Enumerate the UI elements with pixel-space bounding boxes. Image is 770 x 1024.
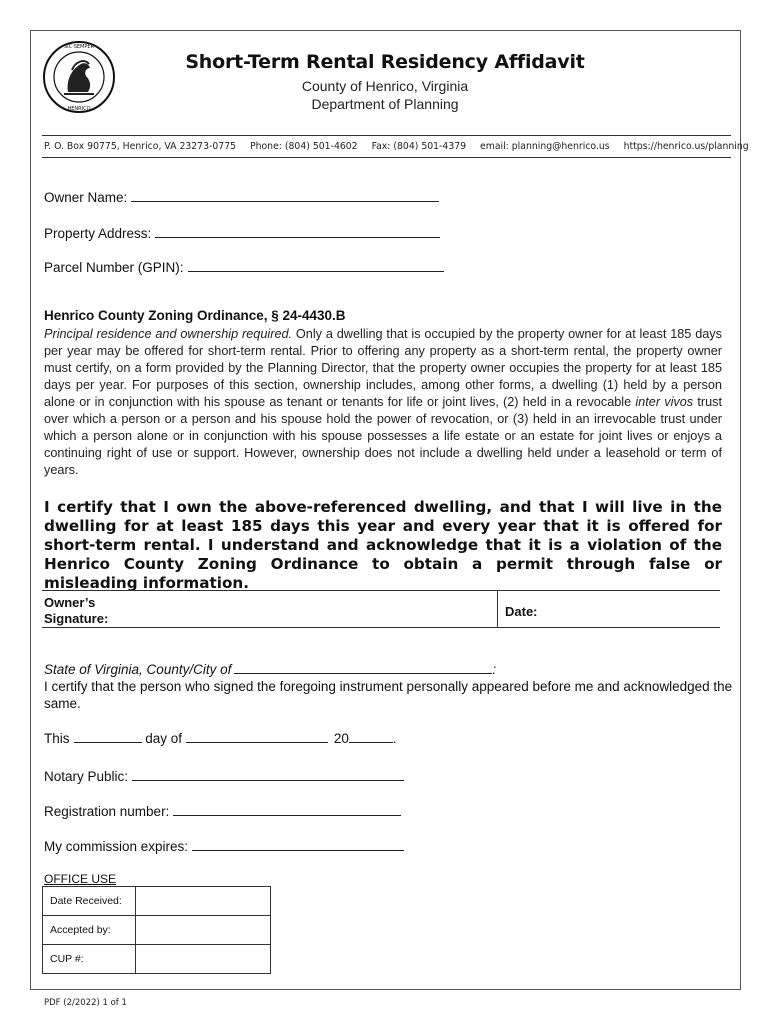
accepted-by-cell[interactable]: [136, 916, 271, 945]
ordinance-title: Henrico County Zoning Ordinance, § 24-4430.B: [44, 308, 346, 323]
table-row: [43, 887, 271, 916]
svg-text:HENRICO: HENRICO: [67, 106, 91, 112]
notary-state-line: [44, 661, 496, 677]
owner-name-input[interactable]: [131, 189, 439, 202]
contact-website[interactable]: https://henrico.us/planning: [623, 141, 749, 152]
notary-state-colon: :: [492, 662, 497, 677]
date-received-label: Date Received:: [43, 887, 136, 916]
ordinance-italic-lead: Principal residence and ownership required.: [44, 327, 293, 341]
contact-address: P. O. Box 90775, Henrico, VA 23273-0775: [44, 141, 237, 152]
office-use-table: [42, 886, 271, 974]
registration-number-label: Registration number:: [44, 804, 170, 819]
office-use-title: OFFICE USE: [44, 872, 117, 886]
commission-expires-field: [44, 838, 404, 854]
owner-signature-label-line1: Owner’s: [44, 595, 96, 610]
ordinance-text-part1: Only a dwelling that is occupied by the property owner for at least 185 days per year may be offered for short-term rental. Prior to offering any property as a short-term rental, the property owner must certify, on a form provided by the Planning Director, that the property owner occupies the property for at least 185 days per year. For purposes of this section, ownership includes, among other forms, a dwelling (1) held by a person alone or in conjunction with his spouse as tenant or tenants for life or joint lives, (2) held in a revocable: [44, 327, 722, 409]
date-received-cell[interactable]: [136, 887, 271, 916]
registration-number-input[interactable]: [173, 803, 401, 816]
year-input[interactable]: [349, 730, 393, 743]
county-seal-icon: [42, 40, 116, 114]
table-row: [43, 945, 271, 974]
notary-state-label: State of Virginia, County/City of: [44, 662, 232, 677]
department-name: Department of Planning: [311, 96, 459, 112]
owner-signature-label: [44, 595, 108, 627]
day-of-label: day of: [145, 731, 183, 746]
signature-box: [42, 590, 720, 628]
parcel-number-label: Parcel Number (GPIN):: [44, 260, 184, 275]
notary-public-label: Notary Public:: [44, 769, 129, 784]
parcel-number-input[interactable]: [188, 259, 444, 272]
ordinance-text-part2: trust over which a person or a person and his spouse hold the power of revocation, or (3) held in an irrevocable trust under which a person alone or in conjunction with his spouse possesses a life estate or an estate for joint lives or enjoys a continuing right of use or support. However, ownership does not include a dwelling held under a leasehold or term of years.: [44, 395, 722, 477]
certification-statement: I certify that I own the above-referenced dwelling, and that I will live in the dwelling for at least 185 days this year and every year that it is offered for short-term rental. I understand and acknowledge that it is a violation of the Henrico County Zoning Ordinance to obtain a permit through false or misleading information.: [44, 498, 722, 592]
commission-expires-input[interactable]: [192, 838, 404, 851]
owner-name-label: Owner Name:: [44, 190, 128, 205]
contact-fax: Fax: (804) 501-4379: [371, 141, 467, 152]
owner-signature-label-line2: Signature:: [44, 611, 109, 626]
form-title: Short-Term Rental Residency Affidavit: [185, 51, 585, 73]
contact-email[interactable]: email: planning@henrico.us: [480, 141, 610, 152]
contact-bar: [44, 141, 749, 152]
county-name: County of Henrico, Virginia: [301, 78, 469, 94]
property-address-input[interactable]: [155, 225, 440, 238]
year-prefix: 20: [333, 731, 349, 746]
registration-number-field: [44, 803, 401, 819]
county-city-input[interactable]: [234, 661, 492, 674]
notary-certification-text: I certify that the person who signed the foregoing instrument personally appeared before me and acknowledged the same.: [44, 679, 733, 711]
contact-phone: Phone: (804) 501-4602: [250, 141, 358, 152]
ordinance-text: [44, 326, 722, 479]
this-label: This: [44, 731, 70, 746]
ordinance-italic-mid: inter vivos: [635, 395, 694, 409]
property-address-label: Property Address:: [44, 226, 152, 241]
commission-expires-label: My commission expires:: [44, 839, 189, 854]
date-label: Date:: [505, 604, 538, 619]
parcel-number-field: [44, 259, 444, 275]
notary-public-field: [44, 768, 404, 784]
accepted-by-label: Accepted by:: [43, 916, 136, 945]
contact-rule: [42, 157, 731, 158]
day-input[interactable]: [74, 730, 142, 743]
page-footer: PDF (2/2022) 1 of 1: [44, 998, 127, 1008]
table-row: [43, 916, 271, 945]
notary-public-input[interactable]: [132, 768, 404, 781]
header-rule: [42, 135, 731, 136]
notary-date-line: [44, 730, 397, 746]
property-address-field: [44, 225, 440, 241]
cup-number-cell[interactable]: [136, 945, 271, 974]
owner-name-field: [44, 189, 439, 205]
cup-number-label: CUP #:: [43, 945, 136, 974]
signature-divider: [497, 591, 498, 627]
year-suffix: .: [392, 731, 397, 746]
svg-text:SIC SEMPER: SIC SEMPER: [63, 44, 95, 50]
month-input[interactable]: [186, 730, 328, 743]
